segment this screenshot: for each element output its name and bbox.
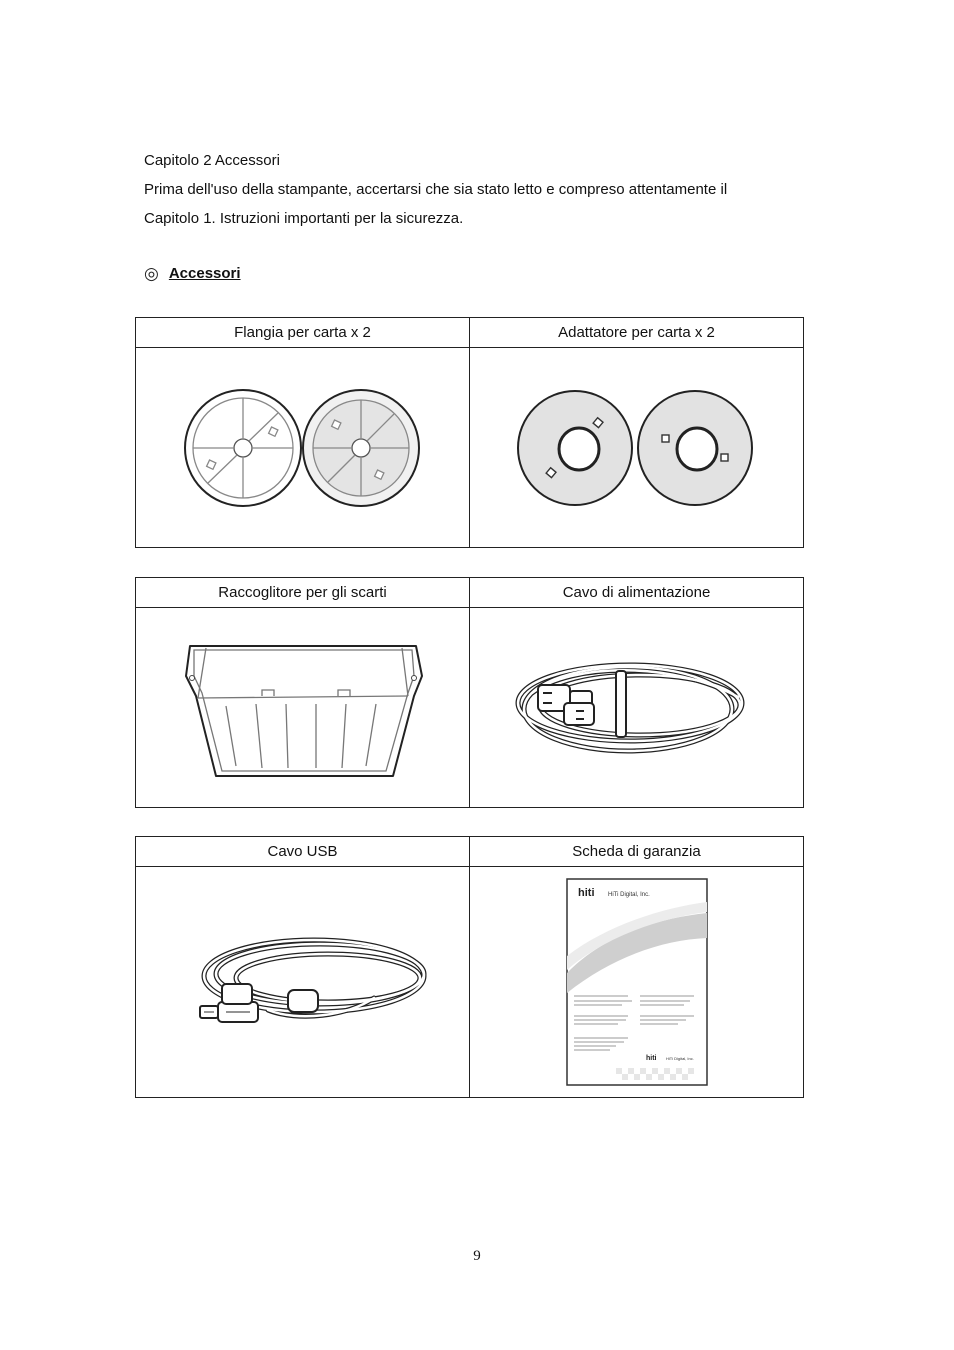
usb-cable-image <box>136 867 470 1098</box>
warranty-card-image <box>470 867 804 1098</box>
power-cable-illustration <box>512 653 762 763</box>
accessory-table <box>135 836 804 1098</box>
paper-flange-illustration <box>178 383 428 513</box>
accessory-label: Cavo USB <box>136 837 470 867</box>
company-name: HiTi Digital, Inc. <box>607 892 650 898</box>
accessory-label: Cavo di alimentazione <box>470 578 804 608</box>
usb-cable-illustration <box>178 932 428 1032</box>
paper-adapter-illustration <box>512 383 762 513</box>
intro-text <box>144 146 824 233</box>
warranty-card-illustration <box>566 878 708 1086</box>
double-circle-icon: ◎ <box>144 264 159 283</box>
waste-bin-image <box>136 608 470 808</box>
accessory-label: Adattatore per carta x 2 <box>470 318 804 348</box>
waste-bin-illustration <box>178 638 428 778</box>
footer-logo: hiti <box>645 1055 656 1062</box>
section-heading <box>144 262 241 286</box>
paper-adapter-image <box>470 348 804 548</box>
brand-logo: hiti <box>577 887 594 899</box>
intro-line: Prima dell'uso della stampante, accertarsi che sia stato letto e compreso attentamente il <box>144 181 728 198</box>
power-cable-image <box>470 608 804 808</box>
intro-line: Capitolo 1. Istruzioni importanti per la sicurezza. <box>144 210 464 227</box>
accessory-table <box>135 317 804 548</box>
section-title: Accessori <box>168 265 241 282</box>
chapter-title: Capitolo 2 Accessori <box>144 152 280 169</box>
accessory-label: Scheda di garanzia <box>470 837 804 867</box>
accessory-table <box>135 577 804 808</box>
page-number: 9 <box>473 1248 481 1264</box>
paper-flange-image <box>136 348 470 548</box>
footer-company: HiTi Digital, Inc. <box>665 1056 694 1061</box>
accessory-label: Raccoglitore per gli scarti <box>136 578 470 608</box>
accessory-label: Flangia per carta x 2 <box>136 318 470 348</box>
